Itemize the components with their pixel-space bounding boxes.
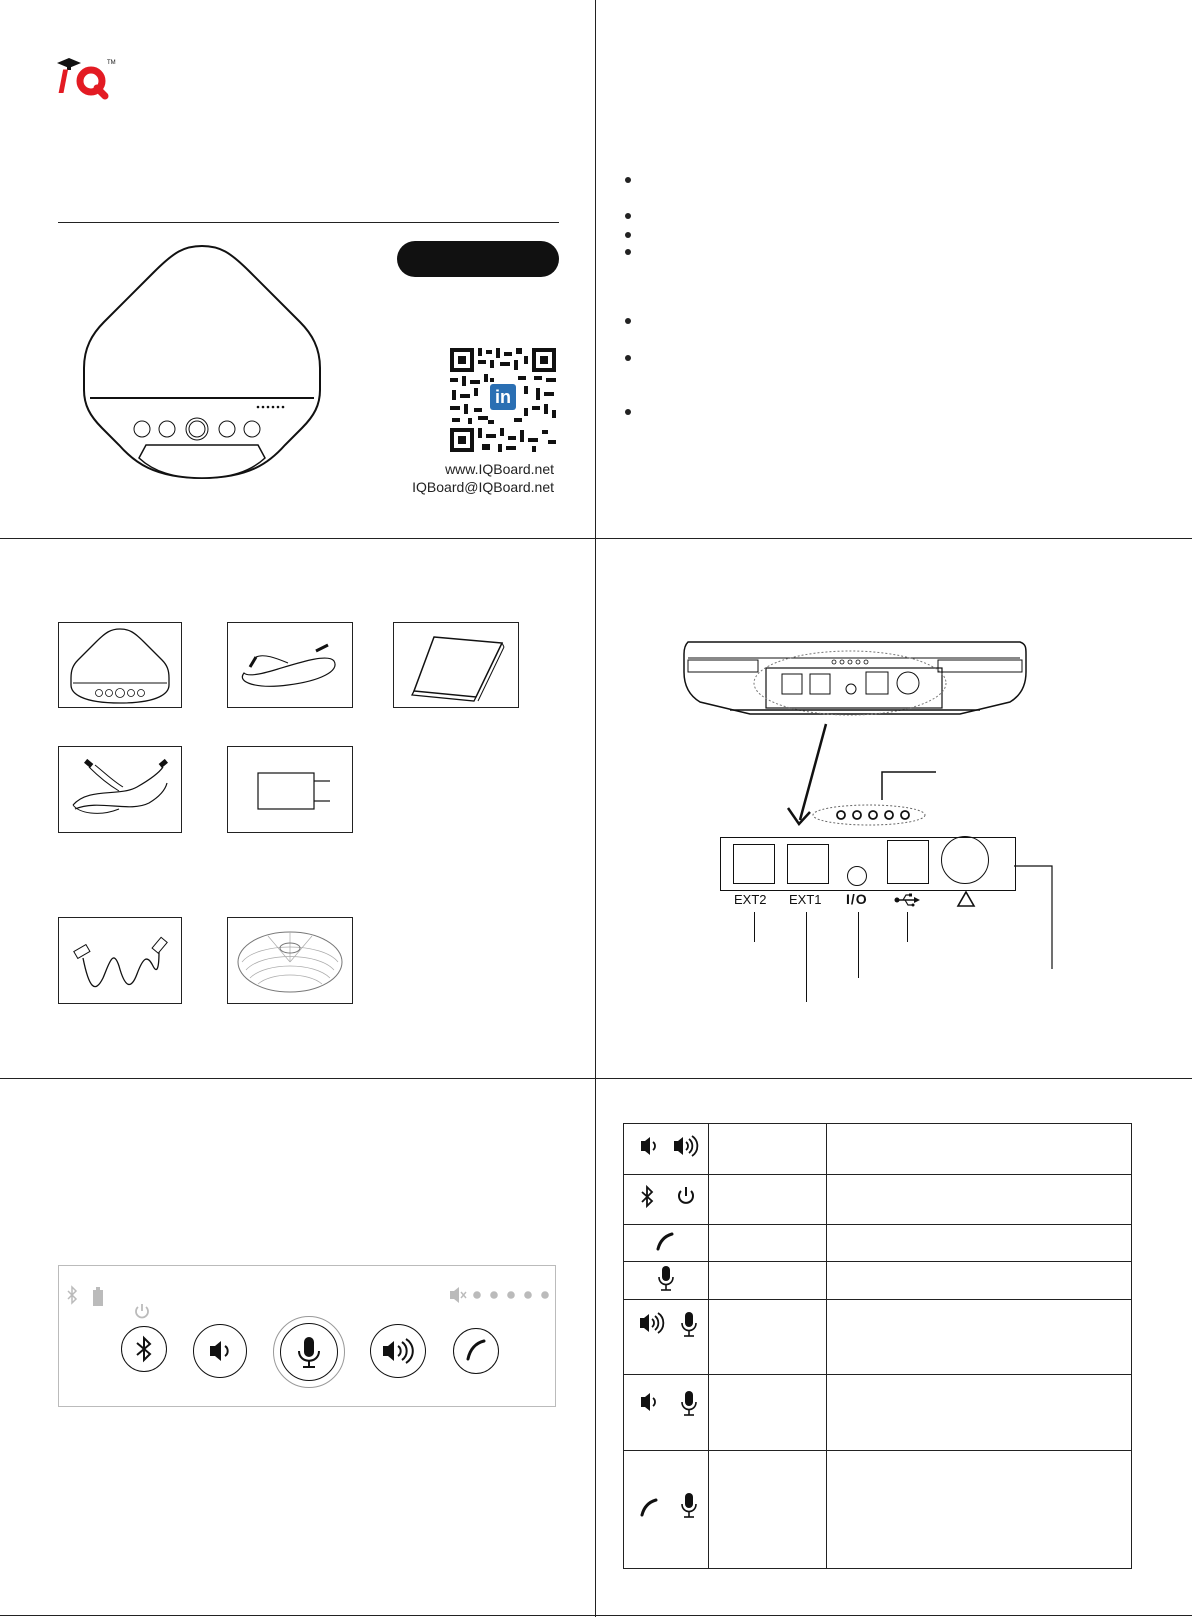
- lock-leader-line: [1014, 865, 1054, 971]
- bullet-5: [625, 318, 631, 324]
- status-power-icon: [133, 1302, 151, 1320]
- phone-icon: [624, 1451, 708, 1563]
- vertical-fold-line: [595, 0, 596, 1617]
- bluetooth-icon: [624, 1175, 708, 1219]
- svg-text:I: I: [58, 63, 68, 100]
- usb-icon: [894, 893, 922, 907]
- bluetooth-button[interactable]: [121, 1326, 167, 1372]
- bullet-4: [625, 249, 631, 255]
- table-row: [624, 1451, 1132, 1569]
- control-panel-view: [58, 1265, 556, 1407]
- usb-port[interactable]: [887, 840, 929, 884]
- package-ethernet-cable: [58, 917, 182, 1004]
- bullet-1: [625, 177, 631, 183]
- volume-up-button[interactable]: [370, 1324, 426, 1378]
- kensington-lock-slot[interactable]: [941, 836, 989, 884]
- usb-leader: [907, 912, 908, 942]
- brand-logo: [55, 55, 125, 100]
- table-row: [624, 1300, 1132, 1375]
- led-indicators: [812, 770, 936, 826]
- website-text[interactable]: www.IQBoard.net: [445, 461, 554, 477]
- title-rule: [58, 222, 559, 223]
- title-pill: [397, 241, 559, 277]
- ext1-leader: [806, 912, 807, 1002]
- email-text[interactable]: IQBoard@IQBoard.net: [412, 479, 554, 495]
- package-usb-cable: [227, 622, 353, 708]
- table-row: [624, 1375, 1132, 1451]
- device-back-view: [680, 636, 1032, 748]
- qr-code[interactable]: [448, 346, 558, 454]
- table-row: [624, 1262, 1132, 1300]
- package-audio-cable: [58, 746, 182, 833]
- package-power-adapter: [227, 746, 353, 833]
- bullet-6: [625, 355, 631, 361]
- package-speaker-cover: [227, 917, 353, 1004]
- call-button[interactable]: [453, 1328, 499, 1374]
- horizontal-fold-line-1: [0, 538, 1192, 539]
- phone-icon: [624, 1225, 708, 1256]
- status-mute-led-icons: [449, 1286, 551, 1304]
- bullet-3: [625, 232, 631, 238]
- power-leader: [858, 912, 859, 978]
- triangle-icon: [956, 890, 976, 908]
- ext1-port[interactable]: [787, 844, 829, 884]
- bluetooth-icon: [122, 1327, 166, 1371]
- horizontal-fold-line-2: [0, 1078, 1192, 1079]
- ext1-label: EXT1: [789, 892, 822, 907]
- volume-down-icon: [624, 1124, 708, 1169]
- power-port[interactable]: [847, 866, 867, 886]
- package-manual: [393, 622, 519, 708]
- microphone-icon: [281, 1324, 337, 1380]
- volume-down-icon: [194, 1325, 246, 1377]
- volume-down-icon: [624, 1375, 708, 1419]
- mute-button-ring: [273, 1316, 345, 1388]
- port-panel: [720, 837, 1016, 891]
- phone-icon: [454, 1329, 498, 1373]
- volume-up-icon: [624, 1300, 708, 1340]
- power-label: I/O: [846, 891, 868, 907]
- package-speakerphone: [58, 622, 182, 708]
- svg-text:TM: TM: [107, 60, 116, 66]
- bullet-2: [625, 213, 631, 219]
- table-row: [624, 1225, 1132, 1262]
- linkedin-icon: in: [490, 384, 516, 410]
- mute-button[interactable]: [280, 1323, 338, 1381]
- ext2-port[interactable]: [733, 844, 775, 884]
- bullet-7: [625, 409, 631, 415]
- speakerphone-illustration: [80, 240, 325, 480]
- horizontal-fold-line-3: [0, 1615, 1192, 1616]
- table-row: [624, 1175, 1132, 1225]
- ext2-leader: [754, 912, 755, 942]
- volume-down-button[interactable]: [193, 1324, 247, 1378]
- function-table: [623, 1123, 1132, 1569]
- table-row: [624, 1124, 1132, 1175]
- ext2-label: EXT2: [734, 892, 767, 907]
- volume-up-icon: [371, 1325, 425, 1377]
- microphone-icon: [624, 1262, 708, 1294]
- status-bluetooth-battery-icons: [65, 1284, 115, 1308]
